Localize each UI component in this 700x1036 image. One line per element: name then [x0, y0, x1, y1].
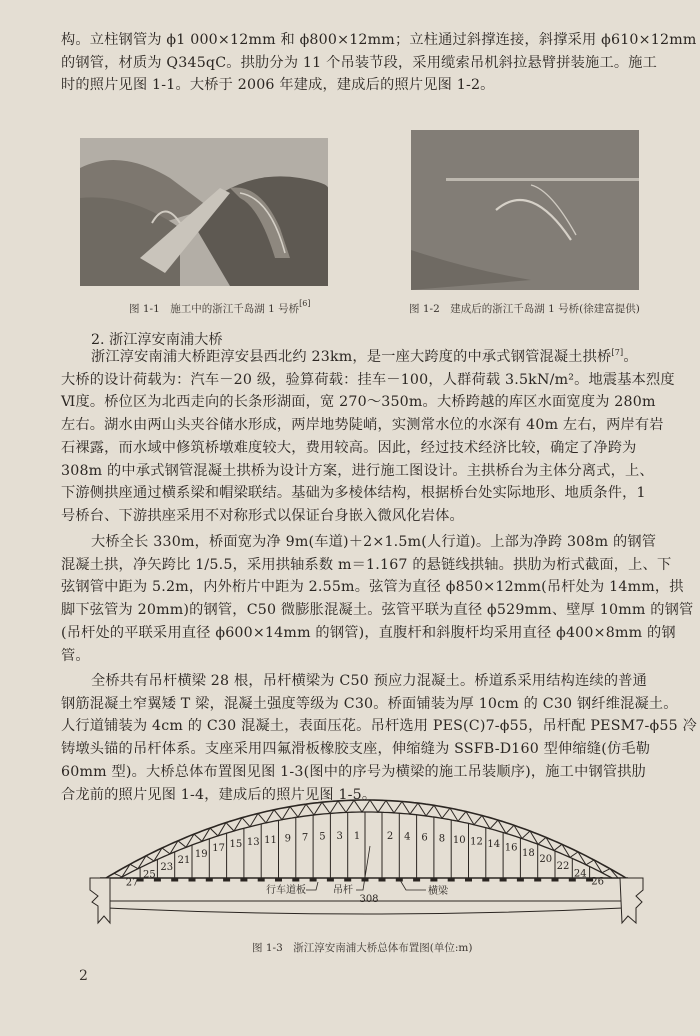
citation-ref: [6] — [299, 299, 311, 308]
arch-bridge-elevation — [88, 798, 648, 928]
text-line: 308m 的中承式钢管混凝土拱桥为设计方案，进行施工图设计。主拱桥台为主体分离式，上、 — [61, 462, 654, 479]
svg-text:19: 19 — [194, 848, 208, 860]
svg-text:27: 27 — [125, 877, 139, 889]
completed-bridge-photo — [411, 130, 639, 290]
svg-text:21: 21 — [177, 855, 191, 866]
svg-text:24: 24 — [573, 868, 587, 880]
svg-text:16: 16 — [504, 842, 518, 854]
svg-text:9: 9 — [284, 833, 291, 845]
svg-text:26: 26 — [591, 876, 604, 888]
text-line: 下游侧拱座通过横系梁和帽梁联结。基础为多棱体结构，根据桥台处实际地形、地质条件，1 — [61, 485, 646, 502]
page-number: 2 — [79, 968, 88, 984]
text-line: 铸墩头锚的吊杆体系。支座采用四氟滑板橡胶支座，伸缩缝为 SSFB-D160 型伸缩缝(仿毛勒 — [61, 741, 651, 758]
svg-text:14: 14 — [487, 838, 501, 850]
text-line: 人行道铺装为 4cm 的 C30 混凝土，表面压花。吊杆选用 PES(C)7-ϕ55，吊杆配 PESM7-ϕ55 冷 — [61, 718, 697, 735]
svg-text:18: 18 — [522, 848, 535, 859]
text-line: 构。立柱钢管为 ϕ1 000×12mm 和 ϕ800×12mm；立柱通过斜撑连接，斜撑采用 ϕ610×12mm — [61, 32, 697, 48]
paragraph-nanpu-structure — [61, 531, 694, 667]
text-line: 大桥的设计荷载为：汽车－20 级，验算荷载：挂车－100，人群荷载 3.5kN/m²。地震基本烈度 — [61, 371, 675, 388]
figure-1-2-caption: 图 1-2 建成后的浙江千岛湖 1 号桥(徐建富提供) — [409, 303, 640, 315]
hanger-label: 吊杆 — [333, 885, 353, 896]
svg-text:10: 10 — [452, 835, 466, 846]
text-line: 的钢管，材质为 Q345qC。拱肋分为 11 个吊装节段，采用缆索吊机斜拉悬臂拼装施工。施工 — [61, 54, 657, 71]
figure-1-1-caption: 图 1-1 施工中的浙江千岛湖 1 号桥[6] — [129, 299, 311, 315]
svg-text:25: 25 — [143, 869, 156, 881]
svg-text:8: 8 — [438, 833, 446, 845]
text-line: 60mm 型)。大桥总体布置图见图 1-3(图中的序号为横梁的施工吊装顺序)，施工中钢管拱肋 — [61, 763, 647, 780]
text-line: (吊杆处的平联采用直径 ϕ600×14mm 的钢管)，直腹杆和斜腹杆均采用直径 ϕ400×8mm 的钢 — [61, 624, 676, 641]
svg-text:13: 13 — [246, 837, 260, 848]
figure-1-1-photo — [80, 138, 328, 286]
svg-text:22: 22 — [556, 861, 570, 872]
text-line: 大桥全长 330m，桥面宽为净 9m(车道)＋2×1.5m(人行道)。上部为净跨 308m 的钢管 — [91, 534, 657, 550]
svg-text:6: 6 — [421, 832, 428, 844]
svg-text:15: 15 — [229, 839, 243, 851]
svg-text:1: 1 — [353, 831, 361, 842]
svg-text:23: 23 — [160, 861, 174, 873]
svg-text:3: 3 — [336, 831, 343, 843]
text-line: Ⅵ度。桥位区为北西走向的长条形湖面，宽 270～350m。大桥跨越的库区水面宽度为 280m — [61, 394, 656, 411]
text-line: 钢筋混凝土窄翼矮 T 梁，混凝土强度等级为 C30。桥面铺装为厚 10cm 的 C30 钢纤维混凝土。 — [61, 695, 678, 712]
text-line: 左右。湖水由两山头夹谷储水形成，两岸地势陡峭，实测常水位的水深有 40m 左右，两岸有岩 — [61, 417, 664, 434]
construction-bridge-photo — [80, 138, 328, 286]
paragraph-nanpu-deck — [61, 670, 697, 806]
svg-text:2: 2 — [386, 831, 394, 843]
section-heading: 2. 浙江淳安南浦大桥 — [91, 332, 223, 348]
citation-ref: [7] — [611, 348, 624, 357]
crossbeam-label: 横梁 — [428, 886, 448, 897]
text-line: 管。 — [61, 647, 90, 664]
text-line: 石裸露，而水域中修筑桥墩难度较大，费用较高。因此，经过技术经济比较，确定了净跨为 — [61, 439, 637, 456]
svg-text:12: 12 — [470, 836, 483, 848]
text-line: 合龙前的照片见图 1-4，建成后的照片见图 1-5。 — [61, 786, 377, 803]
svg-text:5: 5 — [319, 831, 326, 843]
text-line: 时的照片见图 1-1。大桥于 2006 年建成，建成后的照片见图 1-2。 — [61, 77, 495, 94]
text-line: 弦钢管中距为 5.2m，内外桁片中距为 2.55m。弦管为直径 ϕ850×12mm(吊杆处为 14mm，拱 — [61, 579, 684, 596]
figure-1-3-bridge-layout-diagram — [88, 798, 648, 928]
svg-text:7: 7 — [301, 832, 309, 844]
svg-text:17: 17 — [212, 843, 225, 855]
svg-text:4: 4 — [404, 831, 411, 843]
text-line: 浙江淳安南浦大桥距淳安县西北约 23km，是一座大跨度的中承式钢管混凝土拱桥[7]。 — [91, 348, 638, 365]
span-label: 308 — [359, 894, 379, 905]
figure-1-3-caption: 图 1-3 浙江淳安南浦大桥总体布置图(单位:m) — [252, 942, 473, 954]
deck-label: 行车道板 — [266, 885, 306, 896]
figure-1-2-photo — [411, 130, 639, 290]
paragraph-nanpu-overview — [61, 346, 675, 528]
svg-text:11: 11 — [264, 835, 277, 847]
text-line: 脚下弦管为 20mm)的钢管，C50 微膨胀混凝土。弦管平联为直径 ϕ529mm、壁厚 10mm 的钢管 — [61, 602, 694, 619]
text-line: 全桥共有吊杆横梁 28 根，吊杆横梁为 C50 预应力混凝土。桥道系采用结构连续的普通 — [91, 673, 647, 689]
svg-text:20: 20 — [539, 854, 553, 866]
intro-paragraph — [61, 29, 697, 97]
text-line: 混凝土拱，净矢跨比 1/5.5，采用拱轴系数 m＝1.167 的悬链线拱轴。拱肋为桁式截面，上、下 — [61, 556, 672, 573]
text-line: 号桥台、下游拱座采用不对称形式以保证台身嵌入微风化岩体。 — [61, 507, 464, 524]
